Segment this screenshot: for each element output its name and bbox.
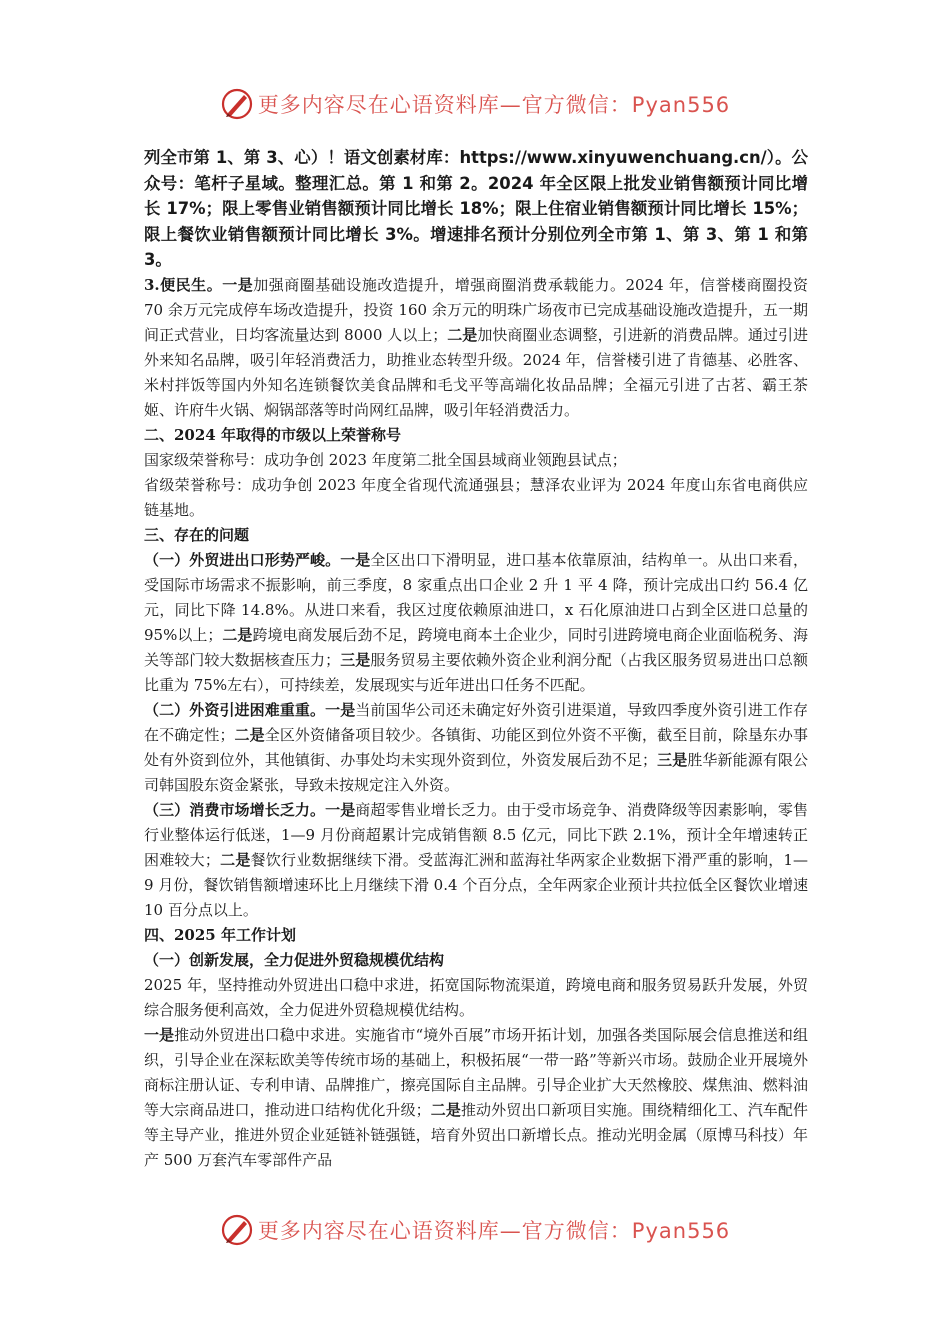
honor-provincial: 省级荣誉称号：成功争创 2023 年度全省现代流通强县；慧泽农业评为 2024 年度山东省电商供应链基地。 [144,475,808,519]
point-marker: 一是 [325,800,356,819]
section-heading-problems: 三、存在的问题 [144,525,250,544]
point-marker: 二是 [430,1100,461,1119]
plan-intro: 2025 年，坚持推动外贸进出口稳中求进，拓宽国际物流渠道，跨境电商和服务贸易跃升发展，外贸综合服务便利高效，全力促进外贸稳规模优结构。 [144,975,808,1019]
point-marker: 三是 [657,750,688,769]
point-text: 全区出口下滑明显，进口基本依靠原油，结构单一。从出口来看，受国际市场需求不振影响，前三季度，8 家重点出口企业 2 升 1 平 4 降，预计完成出口约 56.4 亿元，同比下降 14.8%。从进口来看，我区过度依赖原油进口，x 石化原油进口占到全区进口总量的 95%以上； [144,550,808,644]
pen-logo-icon [220,87,254,121]
point-text: 跨境电商发展后劲不足，跨境电商本土企业少，同时引进跨境电商企业面临税务、海关等部门较大数据核查压力； [144,625,808,669]
point-marker: 二是 [234,725,265,744]
point-text: 全区外资储备项目较少。各镇街、功能区到位外资不平衡，截至目前，除垦东办事处有外资到位外，其他镇街、办事处均未实现外资到位，外资发展后劲不足； [144,725,808,769]
point-marker: 一是 [325,700,356,719]
honor-national: 国家级荣誉称号：成功争创 2023 年度第二批全国县域商业领跑县试点； [144,450,627,469]
point-marker: 二是 [222,625,253,644]
point-text: 服务贸易主要依赖外资企业利润分配（占我区服务贸易进出口总额比重为 75%左右），可持续差，发展现实与近年进出口任务不匹配。 [144,650,808,694]
plan-paragraph-1 [144,1023,808,1173]
point-marker: 三是 [340,650,371,669]
problem-paragraph-1 [144,548,808,698]
pen-logo-icon [220,1213,254,1247]
paragraph-lead: （三）消费市场增长乏力。 [144,800,326,819]
section-heading-honors: 二、2024 年取得的市级以上荣誉称号 [144,425,401,444]
point-text: 推动外贸出口新项目实施。围绕精细化工、汽车配件等主导产业，推进外贸企业延链补链强链，培育外贸出口新增长点。推动光明金属（原博马科技）年产 500 万套汽车零部件产品 [144,1100,808,1169]
point-marker: 一是 [144,1025,175,1044]
subsection-heading-plan-1: （一）创新发展，全力促进外贸稳规模优结构 [144,950,445,969]
footer-banner [0,1210,950,1250]
point-marker: 二是 [447,325,478,344]
paragraph-lead: （一）外贸进出口形势严峻。 [144,550,341,569]
document-body [144,145,808,1173]
problem-paragraph-2 [144,698,808,798]
section-heading-plan: 四、2025 年工作计划 [144,925,296,944]
paragraph-lead: （二）外资引进困难重重。 [144,700,326,719]
header-banner [0,84,950,124]
point-marker: 一是 [340,550,371,569]
point-marker: 一是 [222,275,254,294]
banner-text: 更多内容尽在心语资料库—官方微信：Pyan556 [257,1219,731,1243]
point-text: 餐饮行业数据继续下滑。受蓝海汇洲和蓝海社华两家企业数据下滑严重的影响，1—9 月份，餐饮销售额增速环比上月继续下滑 0.4 个百分点，全年两家企业预计共拉低全区餐饮业增速 10 百分点以上。 [144,850,808,919]
point-text: 加快商圈业态调整，引进新的消费品牌。通过引进外来知名品牌，吸引年轻消费活力，助推业态转型升级。2024 年，信誉楼引进了肯德基、必胜客、米村拌饭等国内外知名连锁餐饮美食品牌和毛戈平等高端化妆品品牌；全福元引进了古茗、霸王茶姬、许府牛火锅、焖锅部落等时尚网红品牌，吸引年轻消费活力。 [144,325,808,419]
point-text: 推动外贸进出口稳中求进。实施省市“境外百展”市场开拓计划，加强各类国际展会信息推送和组织，引导企业在深耘欧美等传统市场的基础上，积极拓展“一带一路”等新兴市场。鼓励企业开展境外商标注册认证、专利申请、品牌推广，擦亮国际自主品牌。引导企业扩大天然橡胶、煤焦油、燃料油等大宗商品进口，推动进口结构优化升级； [144,1025,808,1119]
point-text: 加强商圈基础设施改造提升，增强商圈消费承载能力。2024 年，信誉楼商圈投资 70 余万元完成停车场改造提升，投资 160 余万元的明珠广场夜市已完成基础设施改造提升，五一期间正式营业，日均客流量达到 8000 人以上； [144,275,808,344]
paragraph-lead: 3.便民生。 [144,275,223,294]
problem-paragraph-3 [144,798,808,923]
intro-paragraph: 列全市第 1、第 3、心）！语文创素材库：https://www.xinyuwenchuang.cn/）。公众号：笔杆子星域。整理汇总。第 1 和第 2。2024 年全区限上批发业销售额预计同比增长 17%；限上零售业销售额预计同比增长 18%；限上住宿业销售额预计同比增长 15%；限上餐饮业销售额预计同比增长 3%。增速排名预计分别位列全市第 1、第 3、第 1 和第 3。 [144,148,808,269]
paragraph-minsheng [144,273,808,423]
point-marker: 二是 [219,850,251,869]
point-text: 胜华新能源有限公司韩国股东资金紧张，导致未按规定注入外资。 [144,750,808,794]
point-text: 商超零售业增长乏力。由于受市场竞争、消费降级等因素影响，零售行业整体运行低迷，1—9 月份商超累计完成销售额 8.5 亿元，同比下跌 2.1%，预计全年增速转正困难较大； [144,800,808,869]
banner-text: 更多内容尽在心语资料库—官方微信：Pyan556 [257,93,731,117]
point-text: 当前国华公司还未确定好外资引进渠道，导致四季度外资引进工作存在不确定性； [144,700,808,744]
